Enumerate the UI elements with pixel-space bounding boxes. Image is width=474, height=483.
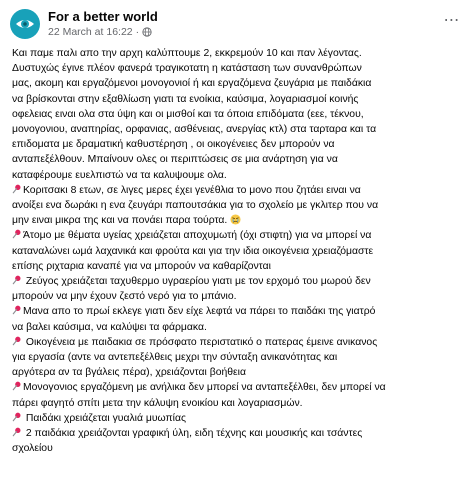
post-text-line [12, 304, 464, 319]
post-text-line [12, 61, 464, 76]
post-text-span: μας, ακομη και εργαζόμενοι μονογονιοί ή και εργαζόμενα ζευγάρια με παιδάκια [12, 78, 372, 90]
post-header [10, 6, 158, 42]
post-text-line [12, 92, 464, 107]
post-text-span: μονογονιου, αναπηρίας, ορφανιας, ασθένειας, ανεργίας κτλ) στα ταρταρα και τα [12, 124, 377, 136]
post-text-line [12, 396, 464, 411]
post-text-line [12, 320, 464, 335]
page-avatar[interactable] [10, 9, 40, 39]
post-text-span: μην ειναι μικρα της και να πονάει παρα τούρτα. [12, 215, 228, 227]
globe-icon[interactable] [142, 27, 152, 37]
post-text-line [12, 228, 464, 243]
post-text-span: Άτομο με θέματα υγείας χρειάζεται αποχυμωτή (όχι στιφτη) για να μπορεί να [23, 230, 372, 242]
post-text-line [12, 152, 464, 167]
post-text-span: Μανα απο το πρωί εκλεγε γιατι δεν είχε λεφτά να πάρει το παιδάκι της γιατρό [23, 306, 376, 318]
post-text-span: μπορούν να μην έχουν ζεστό νερό για το μπάνιο. [12, 291, 237, 303]
post-text-span: Ζεύγος χρειάζεται ταχυθερμο υγραερίου γιατι με τον ερχομό του μωρού δεν [23, 276, 371, 288]
pushpin-icon [12, 275, 22, 285]
post-text-line [12, 259, 464, 274]
post-text-span: επίσης ριχταρια καναπέ για να μπορούν να καθαρίζονται [12, 260, 271, 272]
more-options-icon: ⋯ [443, 12, 461, 29]
separator-dot: · [135, 26, 140, 38]
post-text-line [12, 380, 464, 395]
post-text-span: καταφέρουμε ευελπιστώ να τα καλυψουμε ολα. [12, 169, 227, 181]
post-text-span: σχολείου [12, 443, 53, 455]
more-options-button[interactable] [440, 10, 464, 30]
pushpin-icon [12, 336, 22, 346]
post-text-line [12, 122, 464, 137]
post-subline [48, 25, 158, 39]
post-text-span: ανταπεξέλθουν. Μπαίνουν ολες οι περιπτώσεις σε μια ανάρτηση για να [12, 154, 338, 166]
post-text-span: Και παμε παλι απο την αρχη καλύπτουμε 2, εκκρεμούν 10 και παν λέγοντας. [12, 48, 362, 59]
post-text-span: επιδοματα με δραματική καθυστέρηση , οι οικογένειες δεν μπορούν να [12, 139, 335, 151]
post-text-span: ανοίξει ενα δωράκι η ενα ζευγάρι παπουτσάκια για το σχολείο με γκλιτερ που να [12, 200, 379, 212]
crying-face-icon [230, 214, 241, 225]
page-name-link[interactable]: For a better world [48, 9, 158, 24]
pushpin-icon [12, 184, 22, 194]
post-text-span: Οικογένεια με παιδακια σε πρόσφατο περιστατικό ο πατερας έμεινε ανικανος [23, 336, 378, 348]
post-text-span: να βρίσκονται στην εξαθλίωση γιατι τα ενοίκια, καύσιμα, λογαριασμοί κοινής [12, 93, 359, 105]
post-text-span: οφελειας ειναι ολα στα ύψη και οι μισθοί και τα όποια επιδόματα (εεε, τέκνου, [12, 108, 364, 120]
post-text-span: πάρει φαγητό σπίτι μετα την κάλυψη ενοικίου και λογαριασμών. [12, 397, 303, 409]
post-text-line [12, 274, 464, 289]
post-text-line [12, 168, 464, 183]
post-text-line [12, 198, 464, 213]
post-text-span: Μονογονιος εργαζόμενη με ανήλικα δεν μπορεί να ανταπεξέλθει, δεν μπορεί να [23, 382, 386, 394]
pushpin-icon [12, 427, 22, 437]
post-text-span: να βαλει καύσιμα, να καλύψει τα φάρμακα. [12, 321, 207, 333]
post-text-span: αργότερα αν τα βγάλεις πέρα), χρειάζονται βοήθεια [12, 367, 246, 379]
post-text-line [12, 289, 464, 304]
post-text-line [12, 441, 464, 456]
post-meta [48, 9, 158, 39]
post-text-span: Δυστυχώς έγινε πλέον φανερά τραγικοτατη η κατάσταση των συνανθρώπων [12, 63, 362, 75]
post-text-line [12, 365, 464, 380]
post-text-line [12, 137, 464, 152]
pushpin-icon [12, 381, 22, 391]
post-text-line [12, 76, 464, 91]
pushpin-icon [12, 305, 22, 315]
post-text [12, 46, 464, 456]
pushpin-icon [12, 412, 22, 422]
post-timestamp[interactable]: 22 March at 16:22 [48, 26, 133, 38]
post-text-line [12, 335, 464, 350]
pushpin-icon [12, 229, 22, 239]
post-text-line [12, 46, 464, 61]
post-text-line [12, 426, 464, 441]
post-text-line [12, 244, 464, 259]
post-text-line [12, 107, 464, 122]
post-text-line [12, 411, 464, 426]
post-text-span: 2 παιδάκια χρειάζονται γραφική ύλη, ειδη τέχνης και μουσικής και τσάντες [23, 428, 363, 440]
post-text-line [12, 350, 464, 365]
post-text-line [12, 183, 464, 198]
post-text-span: καταναλώνει ωμά λαχανικά και φρούτα και για την ιδια οικογένεια χρειαζόμαστε [12, 245, 374, 257]
post-text-line [12, 213, 464, 228]
post-text-span: για εργασία (αντε να αντεπεξέλθεις μεχρι την σύνταξη ανικανότητας και [12, 352, 338, 364]
post-text-span: Κοριτσακι 8 ετων, σε λιγες μερες έχει γενέθλια το μονο που ζητάει ειναι να [23, 184, 361, 196]
post-text-span: Παιδάκι χρειάζεται γυαλιά μυωπίας [23, 412, 186, 424]
eye-logo-icon [14, 13, 36, 35]
